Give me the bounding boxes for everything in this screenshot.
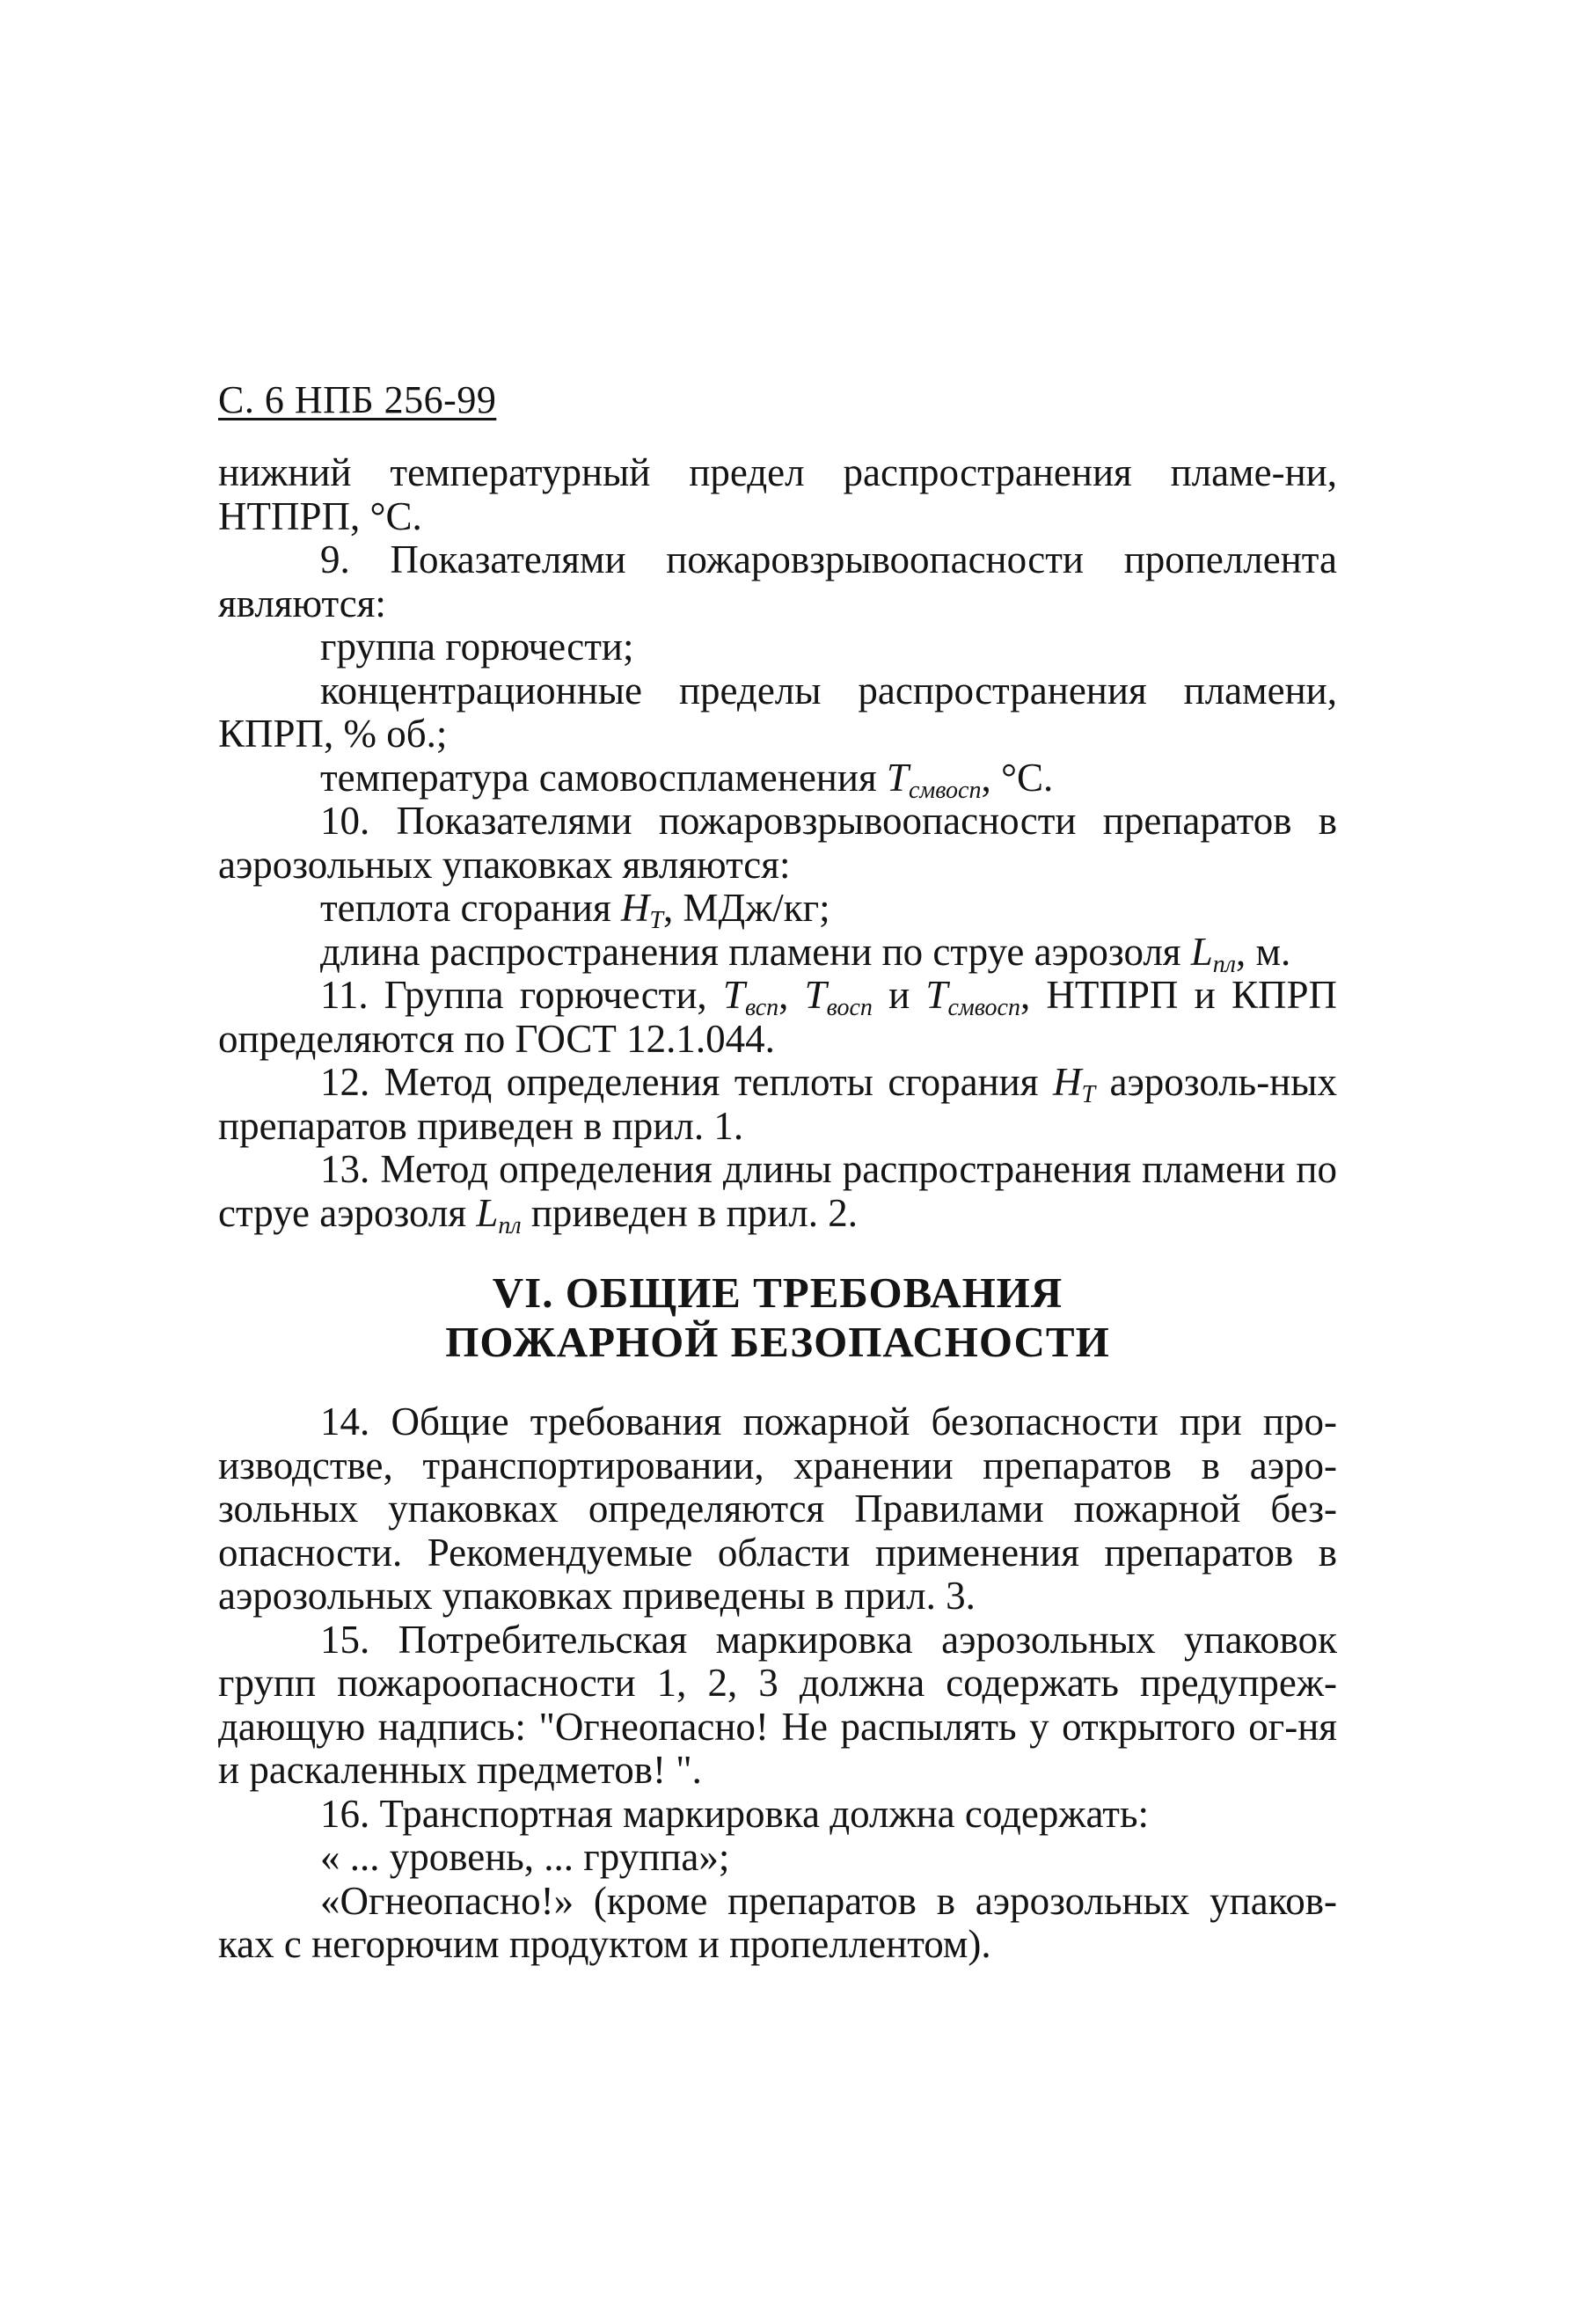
list-item: «Огнеопасно!» (кроме препаратов в аэрозольных упаков-ках с негорючим продуктом и пропеллентом). [218,1878,1337,1966]
item-text: теплота сгорания [320,886,611,930]
list-item [218,755,1337,804]
page-header: С. 6 НПБ 256-99 [218,378,497,421]
item-text: температура самовоспламенения [320,755,877,800]
symbol: $L_{пл}$ [476,1190,522,1239]
list-item [218,929,1337,978]
paragraph-12: 12. Метод определения теплоты сгорания $H_T$ аэрозоль-ных препаратов приведен в прил. 1. [218,1060,1338,1148]
list-item: « ... уровень, ... группа»; [320,1835,730,1879]
item-text: длина распространения пламени по струе аэрозоля [320,929,1181,974]
item-unit: , °С. [981,755,1054,800]
list-item [218,886,1337,934]
symbol: $T_{всп}$ [722,973,779,1021]
symbol: $H_T$ [620,886,663,934]
paragraph-13: 13. Метод определения длины распространения пламени по струе аэрозоля $L_{пл}$ приведен в прил. 2. [218,1147,1337,1239]
symbol: $T_{смвосп}$ [886,755,982,804]
section-heading [218,1268,1337,1367]
paragraph-continuation: нижний температурный предел распространения пламе-ни, НТПРП, °С. [218,450,1337,538]
paragraph-16: 16. Транспортная маркировка должна содержать: [320,1791,1149,1836]
item-unit: , м. [1236,929,1291,974]
symbol: $T_{восп}$ [804,973,873,1021]
section-heading-line: VI. ОБЩИЕ ТРЕБОВАНИЯ [492,1268,1063,1317]
document-body [218,451,1337,1967]
list-item: концентрационные пределы распространения пламени, КПРП, % об.; [218,668,1337,756]
symbol: $L_{пл}$ [1190,929,1237,978]
paragraph-11: 11. Группа горючести, $T_{всп}$, $T_{восп}$ и $T_{смвосп}$, НТПРП и КПРП определяются по ГОСТ 12.1.044. [218,973,1337,1061]
item-unit: , МДж/кг; [663,886,830,930]
paragraph-15: 15. Потребительская маркировка аэрозольных упаковок групп пожароопасности 1, 2, 3 должна содержать предупреж-дающую надпись: "Огнеопасно! Не распылять у открытого ог-ня и раскаленных предметов! ". [218,1617,1337,1792]
paragraph-10: 10. Показателями пожаровзрывоопасности препаратов в аэрозольных упаковках являются: [218,799,1337,887]
paragraph-14: 14. Общие требования пожарной безопасности при про-изводстве, транспортировании, хранении препаратов в аэро-зольных упаковках определяются Правилами пожарной без-опасности. Рекомендуемые области применения препаратов в аэрозольных упаковках приведены в прил. 3. [218,1400,1337,1618]
section-heading-line: ПОЖАРНОЙ БЕЗОПАСНОСТИ [445,1318,1110,1366]
paragraph-9: 9. Показателями пожаровзрывоопасности пропеллента являются: [218,537,1337,625]
symbol: $H_T$ [1052,1060,1096,1108]
list-item: группа горючести; [320,625,634,669]
symbol: $T_{смвосп}$ [925,973,1020,1021]
